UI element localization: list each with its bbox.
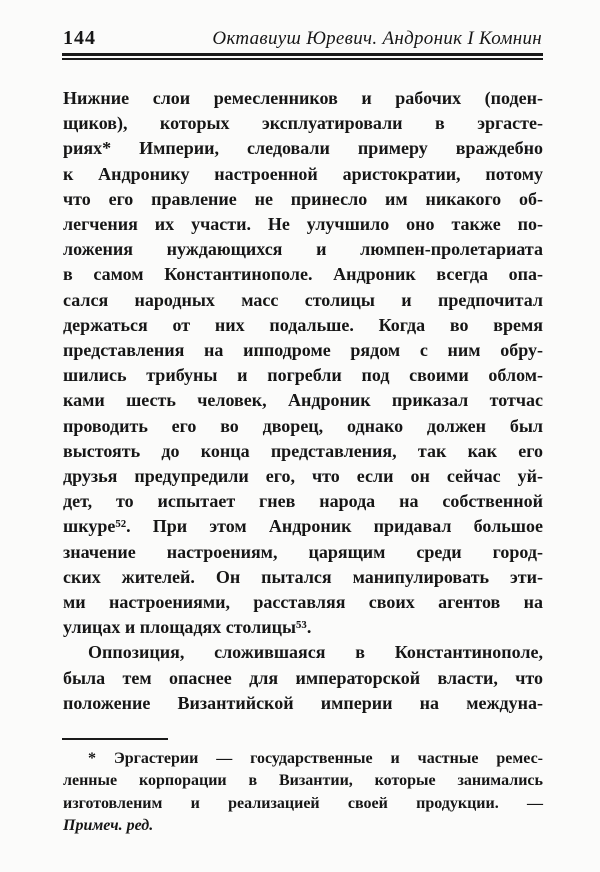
text-line: улицах и площадях столицы⁵³. — [63, 617, 312, 638]
text-line: щиков), которых эксплуатировали в эргасте- — [63, 113, 543, 134]
page-number: 144 — [63, 27, 96, 49]
text-line: легчения их участи. Не улучшило оно также по- — [63, 214, 543, 235]
body-text — [63, 86, 543, 716]
paragraph — [63, 640, 543, 716]
text-line: положение Византийской империи на междуна- — [63, 692, 543, 713]
footnote-line: * Эргастерии — государственные и частные ремес- — [88, 750, 543, 767]
text-line: ками шесть человек, Андроник приказал тотчас — [63, 390, 543, 411]
text-line: риях* Империи, следовали примеру враждебно — [63, 138, 543, 159]
text-line: представления на ипподроме рядом с ним обру- — [63, 340, 543, 361]
text-line: проводить его во дворец, однако должен был — [63, 415, 543, 436]
text-line: в самом Константинополе. Андроник всегда опа- — [63, 264, 543, 285]
text-line: дет, то испытает гнев народа на собственной — [63, 491, 543, 512]
text-line: Оппозиция, сложившаяся в Константинополе, — [88, 642, 543, 663]
text-line: держаться от них подальше. Когда во время — [63, 314, 543, 335]
page-header — [63, 27, 542, 50]
text-line: шились трибуны и погребли под своими облом- — [63, 365, 543, 386]
text-line: ми настроениями, расставляя своих агентов на — [63, 592, 543, 613]
paragraph — [63, 86, 543, 640]
footnote-line: ленные корпорации в Византии, которые занимались — [63, 772, 543, 790]
footnote-line: изготовленим и реализацией своей продукции. — — [63, 794, 543, 812]
footnote — [63, 748, 543, 838]
text-line: шкуре⁵². При этом Андроник придавал большое — [63, 516, 543, 537]
footnote-separator-rule — [62, 738, 168, 740]
text-line: была тем опаснее для императорской власти, что — [63, 667, 543, 688]
text-line: ложения нуждающихся и люмпен-пролетариата — [63, 239, 543, 260]
text-line: друзья предупредили его, что если он сейчас уй- — [63, 466, 543, 487]
header-double-rule — [62, 53, 543, 60]
text-line: Нижние слои ремесленников и рабочих (поден- — [63, 88, 543, 108]
text-line: значение настроениям, царящим среди город- — [63, 541, 543, 562]
text-line: сался народных масс столицы и предпочитал — [63, 289, 543, 310]
footnote-attribution: Примеч. ред. — [63, 817, 154, 835]
text-line: к Андронику настроенной аристократии, потому — [63, 163, 543, 184]
text-line: ских жителей. Он пытался манипулировать эти- — [63, 566, 543, 587]
text-line: что его правление не принесло им никакого об- — [63, 188, 543, 209]
text-line: выстоять до конца представления, так как его — [63, 440, 543, 461]
running-title: Октавиуш Юревич. Андроник I Комнин — [212, 28, 542, 49]
